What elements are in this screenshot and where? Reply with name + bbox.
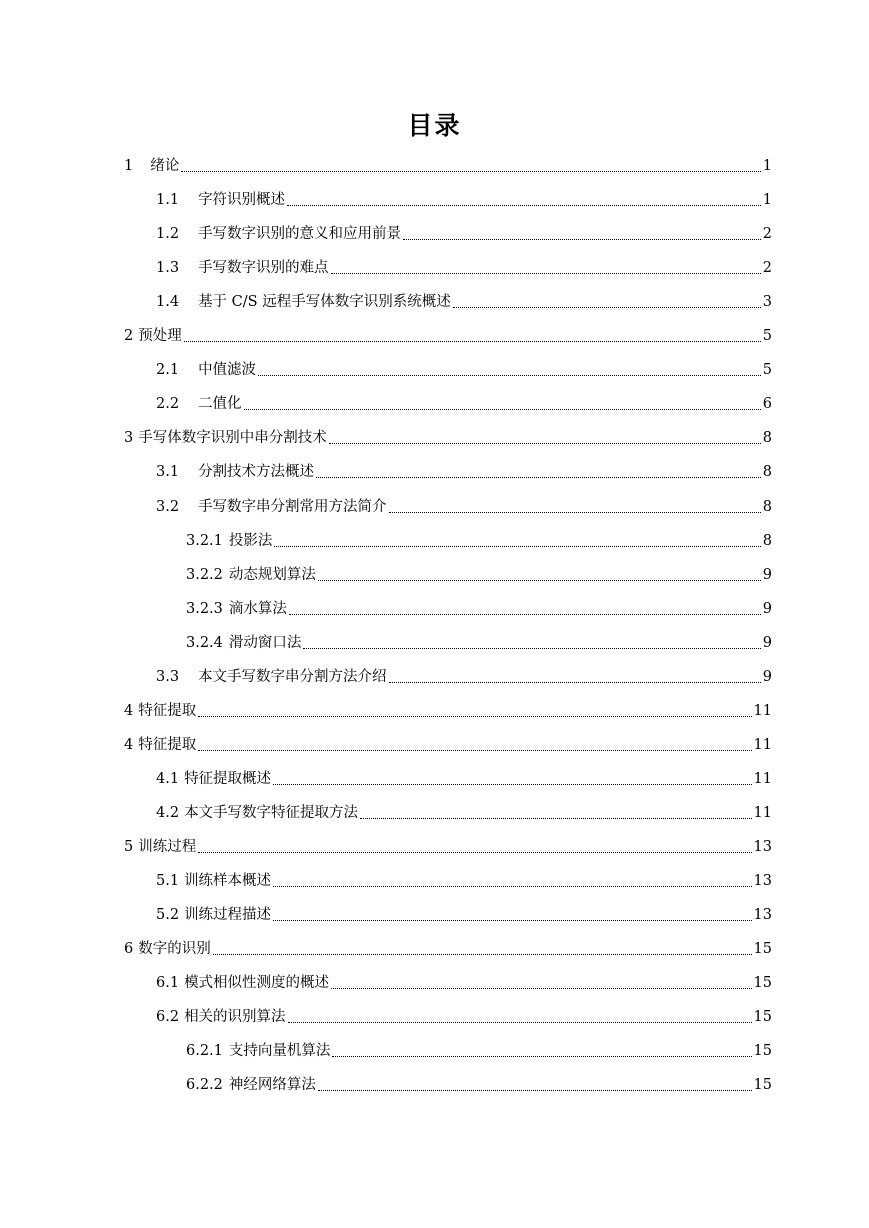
toc-entry-page-number: 5 (762, 362, 772, 379)
dot-leader (287, 205, 761, 206)
dot-leader (198, 716, 751, 717)
toc-entry-label: 训练过程 (138, 839, 197, 855)
toc-entry-number: 4.2 (156, 804, 180, 821)
dot-leader (258, 375, 761, 376)
toc-entry[interactable] (156, 870, 772, 892)
dot-leader (389, 512, 761, 513)
dot-leader (360, 818, 751, 819)
toc-entry-label: 手写数字串分割常用方法简介 (198, 498, 387, 515)
toc-entry-page-number: 3 (762, 294, 772, 311)
toc-entry[interactable] (124, 836, 772, 858)
toc-entry-number: 5 (124, 839, 134, 855)
toc-entry-page-number: 6 (762, 396, 772, 413)
toc-entry[interactable] (156, 257, 772, 279)
toc-entry-number: 3.1 (156, 464, 180, 481)
toc-entry-label: 分割技术方法概述 (198, 464, 315, 481)
toc-entry-label: 特征提取 (138, 702, 197, 719)
toc-entry-label: 动态规划算法 (228, 566, 316, 583)
toc-entry-number: 3.2.4 (186, 634, 223, 651)
toc-entry-page-number: 9 (762, 600, 772, 617)
toc-entry-label: 神经网络算法 (228, 1077, 316, 1094)
dot-leader (184, 341, 761, 342)
toc-entry-label: 特征提取概述 (184, 770, 272, 787)
dot-leader (316, 477, 761, 478)
toc-entry-page-number: 9 (762, 634, 772, 651)
toc-entry-page-number: 5 (762, 328, 772, 345)
toc-entry-number: 1.3 (156, 260, 180, 277)
toc-entry-label: 二值化 (198, 396, 242, 413)
toc-entry-page-number: 11 (753, 702, 772, 719)
toc-entry-number: 6.2 (156, 1009, 180, 1026)
toc-entry-label: 训练过程描述 (184, 907, 272, 924)
toc-entry[interactable] (156, 393, 772, 415)
toc-entry-number: 3.2.1 (186, 532, 223, 549)
toc-entry[interactable] (186, 564, 772, 586)
toc-entry-label: 手写体数字识别中串分割技术 (138, 430, 327, 447)
dot-leader (181, 171, 761, 172)
toc-entry-page-number: 2 (762, 226, 772, 243)
toc-entry-page-number: 15 (753, 1043, 772, 1060)
toc-entry[interactable] (156, 768, 772, 790)
toc-entry-page-number: 13 (753, 839, 772, 855)
toc-entry-number: 4 (124, 702, 134, 719)
toc-entry[interactable] (156, 496, 772, 518)
toc-entry[interactable] (186, 632, 772, 654)
toc-entry-number: 6.2.2 (186, 1077, 223, 1094)
toc-entry-number: 2 (124, 328, 134, 345)
toc-entry[interactable] (124, 427, 772, 449)
dot-leader (403, 239, 761, 240)
dot-leader (274, 546, 760, 547)
toc-entry-page-number: 8 (762, 464, 772, 481)
dot-leader (331, 273, 761, 274)
toc-entry-number: 6 (124, 941, 134, 958)
toc-entry-label: 手写数字识别的难点 (198, 260, 329, 277)
toc-entry[interactable] (156, 972, 772, 994)
toc-entry-label: 支持向量机算法 (228, 1043, 331, 1060)
dot-leader (303, 648, 760, 649)
toc-entry-label: 相关的识别算法 (184, 1009, 286, 1026)
toc-entry[interactable] (186, 598, 772, 620)
toc-entry-page-number: 15 (753, 1009, 772, 1026)
toc-entry-label: 字符识别概述 (198, 192, 286, 209)
toc-entry[interactable] (156, 291, 772, 313)
toc-entry-page-number: 1 (762, 192, 772, 209)
dot-leader (198, 750, 751, 751)
dot-leader (332, 1056, 751, 1057)
toc-entry-page-number: 15 (753, 941, 772, 958)
toc-entry-page-number: 1 (762, 158, 772, 174)
toc-entry-number: 1.2 (156, 226, 180, 243)
dot-leader (453, 307, 761, 308)
toc-entry-number: 5.2 (156, 907, 180, 924)
dot-leader (318, 580, 761, 581)
dot-leader (389, 682, 761, 683)
toc-entry[interactable] (186, 1074, 772, 1096)
toc-entry-label: 滴水算法 (228, 600, 287, 617)
toc-entry-page-number: 8 (762, 430, 772, 447)
dot-leader (213, 954, 752, 955)
toc-entry-page-number: 11 (753, 736, 772, 753)
toc-entry-number: 6.2.1 (186, 1043, 223, 1060)
toc-entry-page-number: 15 (753, 975, 772, 992)
toc-entry-number: 3 (124, 430, 134, 447)
toc-entry-page-number: 11 (753, 770, 772, 787)
toc-entry-number: 3.2 (156, 498, 180, 515)
toc-entry-label: 预处理 (138, 328, 182, 345)
toc-entry-number: 6.1 (156, 975, 180, 992)
toc-entry-number: 5.1 (156, 873, 180, 890)
toc-entry-page-number: 9 (762, 668, 772, 685)
toc-entry-label: 数字的识别 (138, 941, 211, 958)
toc-entry-number: 4.1 (156, 770, 180, 787)
toc-entry-number: 2.2 (156, 396, 180, 413)
toc-entry[interactable] (156, 802, 772, 824)
toc-entry-label: 模式相似性测度的概述 (184, 975, 330, 992)
toc-entry-label: 滑动窗口法 (228, 634, 302, 651)
toc-entry-label: 特征提取 (138, 736, 197, 753)
dot-leader (289, 614, 761, 615)
toc-entry-number: 3.2.3 (186, 600, 223, 617)
toc-entry-label: 基于 C/S 远程手写体数字识别系统概述 (198, 294, 451, 311)
toc-entry-page-number: 13 (753, 873, 772, 890)
toc-entry-page-number: 8 (762, 532, 772, 549)
toc-entry-page-number: 2 (762, 260, 772, 277)
dot-leader (273, 784, 751, 785)
toc-entry-number: 2.1 (156, 362, 180, 379)
toc-entry[interactable] (156, 461, 772, 483)
toc-entry[interactable] (156, 1006, 772, 1028)
dot-leader (329, 443, 761, 444)
toc-entry[interactable] (156, 666, 772, 688)
toc-entry-label: 手写数字识别的意义和应用前景 (198, 226, 402, 243)
toc-entry-label: 本文手写数字特征提取方法 (184, 804, 359, 821)
toc-entry-number: 4 (124, 736, 134, 753)
toc-entry[interactable] (124, 325, 772, 347)
toc-entry[interactable] (186, 530, 772, 552)
dot-leader (331, 988, 751, 989)
dot-leader (318, 1090, 752, 1091)
toc-entry[interactable] (124, 734, 772, 756)
toc-entry[interactable] (156, 359, 772, 381)
toc-entry-number: 1 (124, 158, 134, 174)
toc-entry[interactable] (156, 223, 772, 245)
toc-entry[interactable] (124, 155, 772, 177)
toc-entry-number: 3.2.2 (186, 566, 223, 583)
dot-leader (273, 886, 751, 887)
toc-entry[interactable] (156, 189, 772, 211)
toc-entry[interactable] (156, 904, 772, 926)
dot-leader (198, 852, 751, 853)
toc-entry-page-number: 9 (762, 566, 772, 583)
toc-entry-label: 训练样本概述 (184, 873, 272, 890)
toc-entry-page-number: 13 (753, 907, 772, 924)
toc-entry-label: 投影法 (228, 532, 273, 549)
toc-entry-label: 中值滤波 (198, 362, 257, 379)
toc-entry-page-number: 15 (753, 1077, 772, 1094)
dot-leader (273, 920, 751, 921)
toc-entry-page-number: 11 (753, 804, 772, 821)
page-title: 目录 (407, 111, 462, 140)
toc-entry[interactable] (124, 938, 772, 960)
dot-leader (244, 409, 761, 410)
toc-entry-label: 绪论 (150, 158, 180, 174)
toc-entry-number: 1.1 (156, 192, 180, 209)
toc-entry[interactable] (186, 1040, 772, 1062)
toc-entry-number: 3.3 (156, 668, 180, 685)
toc-entry-page-number: 8 (762, 498, 772, 515)
toc-entry-number: 1.4 (156, 294, 180, 311)
toc-entry[interactable] (124, 700, 772, 722)
dot-leader (288, 1022, 752, 1023)
toc-entry-label: 本文手写数字串分割方法介绍 (198, 668, 387, 685)
